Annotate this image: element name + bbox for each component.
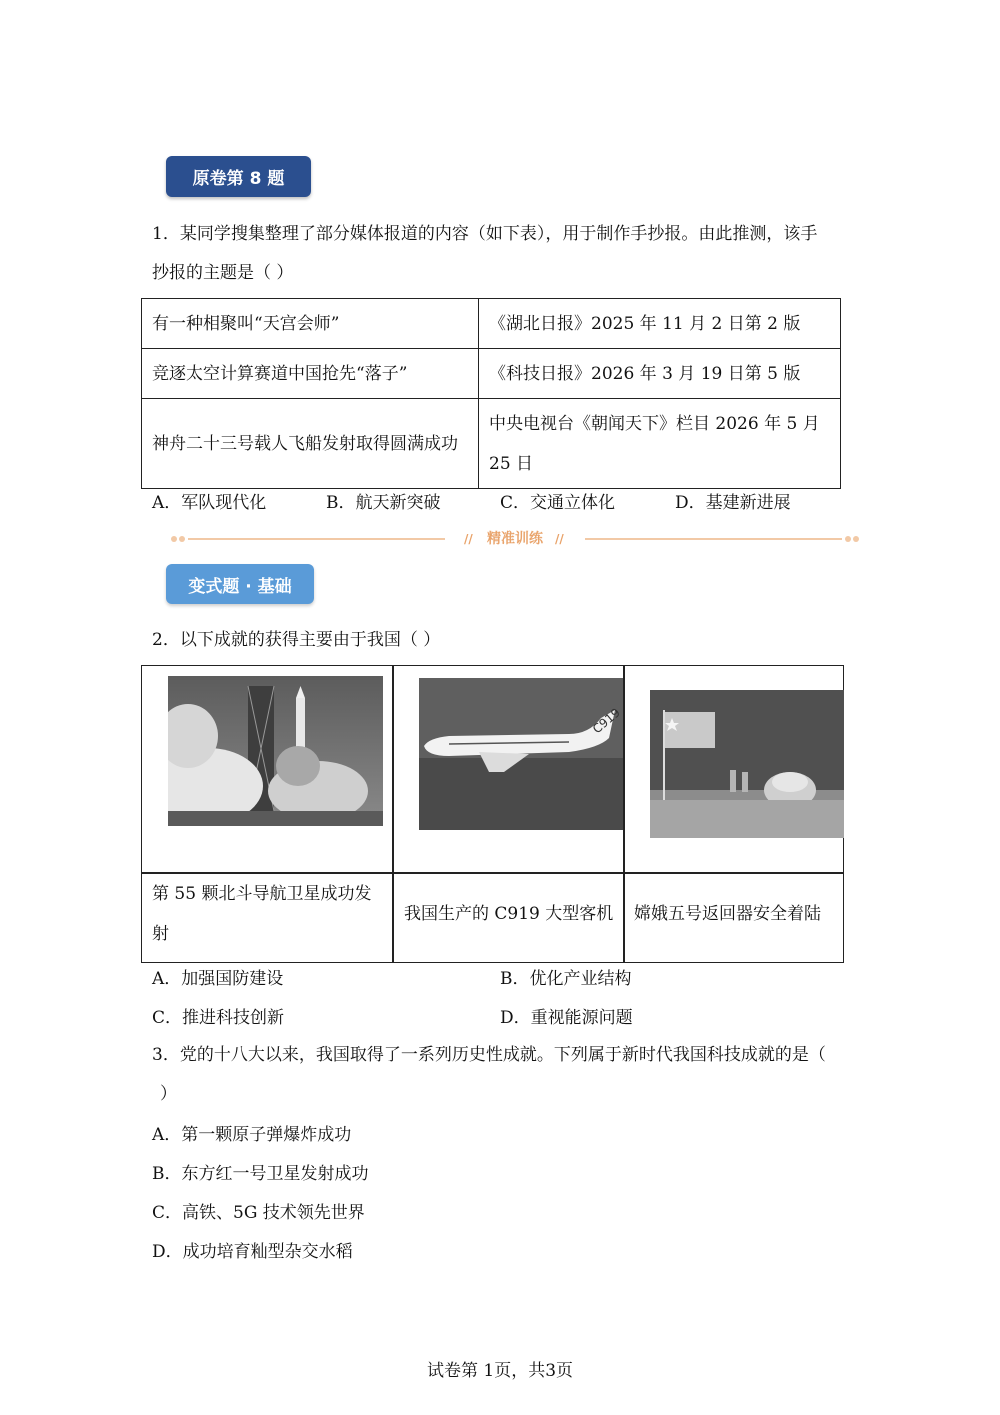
q2-option-c[interactable]: C．推进科技创新 (152, 1008, 285, 1028)
q3-option-c[interactable]: C．高铁、5G 技术领先世界 (152, 1203, 365, 1223)
q3-option-b[interactable]: B．东方红一号卫星发射成功 (152, 1164, 369, 1184)
q2-option-b[interactable]: B．优化产业结构 (500, 969, 632, 989)
q2-option-a[interactable]: A．加强国防建设 (152, 969, 284, 989)
q1-option-a[interactable]: A．军队现代化 (152, 493, 267, 513)
table-cell: 神舟二十三号载人飞船发射取得圆满成功 (142, 399, 479, 489)
table-cell: 《科技日报》2026 年 3 月 19 日第 5 版 (479, 349, 841, 399)
table-row (142, 349, 841, 399)
svg-text:C919: C919 (589, 705, 623, 737)
q2-stem: 2．以下成就的获得主要由于我国（ ） (152, 630, 441, 650)
original-question-badge: 原卷第 8 题 (166, 156, 311, 197)
variant-basic-badge: 变式题 · 基础 (166, 564, 314, 604)
divider-label: 精准训练 (487, 531, 543, 547)
caption-beidou: 第 55 颗北斗导航卫星成功发射 (152, 884, 372, 944)
q2-option-d[interactable]: D．重视能源问题 (500, 1008, 633, 1028)
q1-option-c[interactable]: C．交通立体化 (500, 493, 616, 513)
table-divider (623, 665, 625, 963)
caption-change5: 嫦娥五号返回器安全着陆 (634, 904, 821, 924)
flag-landing-photo (650, 690, 844, 838)
page-footer: 试卷第 1页，共3页 (426, 1361, 574, 1381)
table-row (142, 399, 841, 489)
svg-text://: // (464, 532, 473, 546)
q1-media-table (141, 298, 841, 489)
table-cell: 竞逐太空计算赛道中国抢先“落子” (142, 349, 479, 399)
q1-stem-line1: 1．某同学搜集整理了部分媒体报道的内容（如下表），用于制作手抄报。由此推测，该手 (152, 224, 818, 244)
q3-option-d[interactable]: D．成功培育籼型杂交水稻 (152, 1242, 353, 1262)
section-divider (170, 530, 860, 548)
table-cell: 中央电视台《朝闻天下》栏目 2026 年 5 月 25 日 (479, 399, 841, 489)
svg-text://: // (555, 532, 564, 546)
q1-stem-line2: 抄报的主题是（ ） (152, 263, 294, 283)
q3-option-a[interactable]: A．第一颗原子弹爆炸成功 (152, 1125, 352, 1145)
table-divider (392, 665, 394, 963)
table-cell: 《湖北日报》2025 年 11 月 2 日第 2 版 (479, 299, 841, 349)
q1-option-d[interactable]: D．基建新进展 (675, 493, 791, 513)
table-row (142, 299, 841, 349)
table-cell: 有一种相聚叫“天宫会师” (142, 299, 479, 349)
caption-c919: 我国生产的 C919 大型客机 (404, 904, 614, 924)
q3-stem-line2: ） (160, 1084, 177, 1104)
rocket-launch-photo (168, 676, 383, 826)
c919-airplane-photo (419, 678, 623, 830)
q3-stem-line1: 3．党的十八大以来，我国取得了一系列历史性成就。下列属于新时代我国科技成就的是（ (152, 1045, 826, 1065)
q1-option-b[interactable]: B．航天新突破 (326, 493, 441, 513)
